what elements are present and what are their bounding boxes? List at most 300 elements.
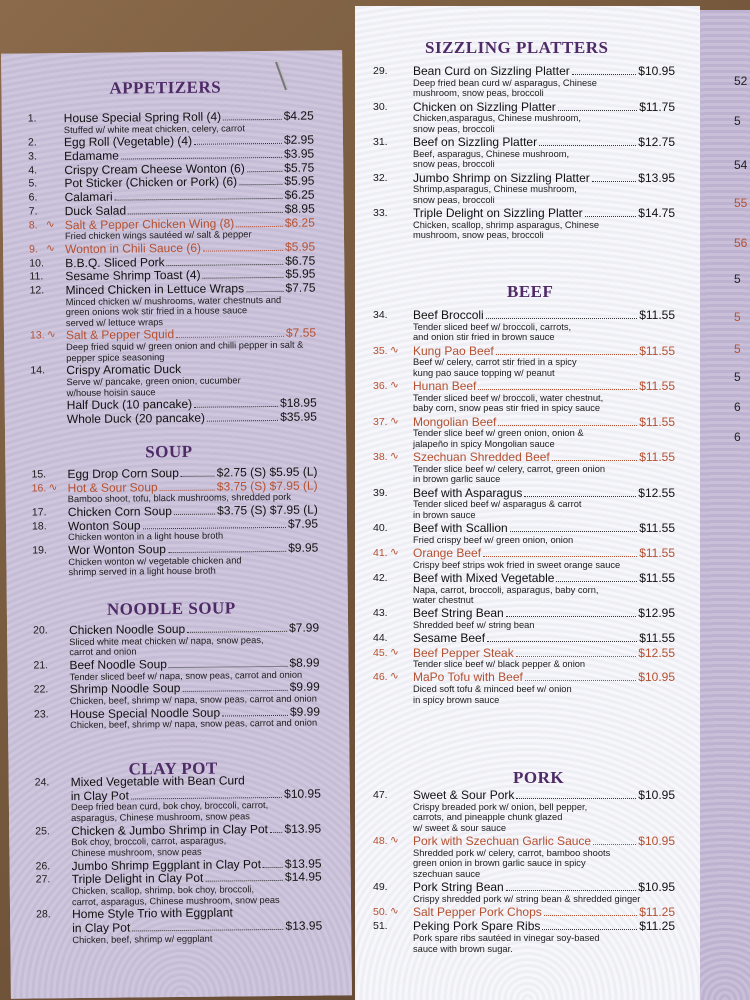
item-description: w/house hoisin sauce bbox=[66, 386, 156, 398]
item-price: $10.95 bbox=[638, 788, 675, 802]
item-number: 1. bbox=[27, 112, 37, 125]
item-number: 18. bbox=[31, 520, 47, 533]
staple-icon bbox=[272, 60, 290, 92]
item-number: 13. bbox=[29, 329, 45, 342]
menu-item bbox=[355, 788, 700, 802]
item-description: Tender sliced beef w/ asparagus & carrot bbox=[413, 499, 582, 510]
item-number: 46. bbox=[373, 671, 388, 684]
spicy-icon: ∿ bbox=[390, 545, 399, 558]
leader-dots bbox=[247, 291, 284, 292]
item-number: 7. bbox=[28, 205, 38, 218]
spicy-icon: ∿ bbox=[390, 379, 399, 391]
item-number: 38. bbox=[373, 451, 388, 463]
leader-dots bbox=[558, 110, 637, 111]
spicy-icon: ∿ bbox=[48, 480, 58, 494]
leader-dots bbox=[207, 420, 278, 422]
item-number: 20. bbox=[33, 624, 48, 637]
item-description: Minced chicken w/ mushrooms, water chestnuts and bbox=[65, 294, 282, 307]
item-description: Deep fried bean curd, bok choy, broccoli, carrot, bbox=[70, 800, 269, 813]
item-name: Shrimp Noodle Soup bbox=[69, 681, 181, 697]
menu-item bbox=[355, 379, 700, 393]
item-number: 40. bbox=[373, 522, 388, 534]
item-name: Pork with Szechuan Garlic Sauce bbox=[413, 834, 592, 849]
item-name: Egg Drop Corn Soup bbox=[67, 465, 179, 482]
menu-item bbox=[355, 521, 700, 535]
leader-dots bbox=[180, 476, 214, 477]
menu-item bbox=[355, 450, 700, 464]
item-description: Deep fried squid w/ green onion and chilli pepper in salt & bbox=[66, 339, 304, 353]
spicy-icon: ∿ bbox=[46, 328, 56, 341]
menu-item bbox=[355, 919, 700, 933]
leader-dots bbox=[556, 581, 637, 582]
item-name: Crispy Aromatic Duck bbox=[66, 362, 182, 378]
item-description: snow peas, broccoli bbox=[413, 123, 495, 134]
item-number: 37. bbox=[373, 415, 388, 428]
item-description: sauce with brown sugar. bbox=[413, 943, 513, 954]
menu-item bbox=[5, 409, 335, 426]
spicy-icon: ∿ bbox=[390, 645, 399, 658]
item-description: Chicken, scallop, shrimp, bok choy, broccoli, bbox=[71, 884, 255, 897]
item-price: $9.95 bbox=[288, 540, 319, 555]
item-price: $11.55 bbox=[639, 570, 675, 585]
leader-dots bbox=[572, 74, 636, 75]
leader-dots bbox=[487, 641, 637, 642]
spicy-icon: ∿ bbox=[46, 242, 55, 255]
menu-item bbox=[355, 100, 700, 114]
menu-item bbox=[355, 631, 700, 645]
menu-left-page bbox=[1, 50, 352, 999]
item-description: Tender slice beef w/ celery, carrot, green onion bbox=[413, 463, 606, 474]
item-name: Hunan Beef bbox=[413, 379, 477, 393]
item-price: $11.55 bbox=[639, 545, 675, 560]
leader-dots bbox=[239, 184, 282, 185]
item-number: 12. bbox=[29, 284, 45, 297]
item-price: $10.95 bbox=[638, 834, 675, 849]
item-number: 16. bbox=[31, 482, 47, 495]
item-number: 6. bbox=[28, 191, 38, 204]
item-description: shrimp served in a light house broth bbox=[68, 565, 216, 578]
item-price: $11.55 bbox=[639, 450, 675, 464]
item-description: Shredded beef w/ string bean bbox=[413, 620, 535, 630]
item-description: Pork spare ribs sautéed in vinegar soy-based bbox=[413, 933, 600, 944]
next-page-item-number: 5 bbox=[734, 370, 741, 384]
item-price: $12.55 bbox=[638, 645, 675, 660]
item-name: Sesame Beef bbox=[413, 631, 486, 646]
item-number: 39. bbox=[373, 486, 388, 499]
leader-dots bbox=[115, 198, 283, 201]
item-description: szechuan sauce bbox=[413, 869, 481, 879]
leader-dots bbox=[168, 666, 287, 668]
item-price: $10.95 bbox=[638, 880, 675, 895]
item-name: B.B.Q. Sliced Pork bbox=[65, 254, 165, 270]
item-name: Chicken Corn Soup bbox=[67, 504, 172, 520]
item-price: $12.75 bbox=[638, 135, 675, 149]
item-number: 50. bbox=[373, 906, 388, 919]
item-name: Jumbo Shrimp on Sizzling Platter bbox=[413, 170, 590, 185]
item-number: 27. bbox=[35, 873, 51, 886]
leader-dots bbox=[222, 714, 288, 716]
item-price: $5.95 bbox=[284, 239, 316, 254]
item-price: $2.75 (S) $5.95 (L) bbox=[216, 464, 318, 480]
item-description: Crispy shredded pork w/ string bean & shredded ginger bbox=[413, 893, 641, 904]
item-name: Minced Chicken in Lettuce Wraps bbox=[65, 281, 245, 298]
item-description: Beef w/ celery, carrot stir fried in a spicy bbox=[413, 357, 577, 368]
item-description: snow peas, broccoli bbox=[413, 194, 495, 205]
item-name: Peking Pork Spare Ribs bbox=[413, 919, 541, 934]
item-description: Tender sliced beef w/ napa, snow peas, carrot and onion bbox=[69, 669, 303, 682]
item-price: $8.99 bbox=[289, 655, 320, 670]
item-name: Beef Noodle Soup bbox=[69, 656, 167, 673]
item-number: 9. bbox=[29, 243, 38, 256]
item-description: Tender slice beef w/ green onion, onion & bbox=[413, 428, 584, 439]
item-price: $7.55 bbox=[285, 325, 317, 341]
item-price: $10.95 bbox=[638, 670, 675, 685]
item-name: MaPo Tofu with Beef bbox=[413, 670, 523, 685]
item-name: Bean Curd on Sizzling Platter bbox=[413, 64, 570, 78]
item-description: Shrimp,asparagus, Chinese mushroom, bbox=[413, 184, 577, 195]
item-price: $9.99 bbox=[289, 704, 321, 719]
leader-dots bbox=[516, 656, 636, 657]
item-description: Bok choy, broccoli, carrot, asparagus, bbox=[71, 835, 227, 848]
item-number: 35. bbox=[373, 344, 388, 357]
item-description: mushroom, snow peas, broccoli bbox=[413, 88, 544, 99]
item-name: Pot Sticker (Chicken or Pork) (6) bbox=[64, 174, 238, 191]
item-price: $12.95 bbox=[638, 606, 675, 621]
menu-item bbox=[355, 905, 700, 919]
item-name: Half Duck (10 pancake) bbox=[66, 397, 193, 413]
item-description: Chicken, beef, shrimp w/ napa, snow peas, carrot and onion bbox=[70, 717, 318, 731]
next-page-item-number: 55 bbox=[734, 196, 748, 210]
item-name: Salt Pepper Pork Chops bbox=[413, 905, 542, 920]
item-number: 30. bbox=[373, 100, 388, 113]
leader-dots bbox=[202, 277, 283, 279]
leader-dots bbox=[544, 915, 637, 916]
leader-dots bbox=[160, 489, 215, 491]
item-description: Tender sliced beef w/ broccoli, carrots, bbox=[413, 321, 572, 332]
item-name: in Clay Pot bbox=[70, 788, 129, 803]
item-price: $11.55 bbox=[639, 631, 675, 646]
item-price: $9.99 bbox=[289, 679, 320, 695]
leader-dots bbox=[132, 929, 283, 932]
item-price: $7.95 bbox=[287, 516, 319, 531]
item-description: Napa, carrot, broccoli, asparagus, baby corn, bbox=[413, 584, 599, 595]
item-price: $8.95 bbox=[284, 201, 315, 216]
item-name: Whole Duck (20 pancake) bbox=[66, 410, 206, 427]
item-description: and onion stir fried in brown sauce bbox=[413, 332, 555, 343]
item-name: Edamame bbox=[64, 148, 119, 164]
leader-dots bbox=[176, 336, 284, 338]
item-number: 3. bbox=[28, 150, 37, 163]
item-name: Beef Broccoli bbox=[413, 308, 484, 322]
item-price: $11.55 bbox=[639, 379, 675, 393]
item-description: jalapeño in spicy Mongolian sauce bbox=[413, 438, 555, 449]
item-number: 5. bbox=[28, 177, 38, 190]
item-number: 31. bbox=[373, 136, 388, 148]
item-description: w/ sweet & sour sauce bbox=[413, 822, 507, 833]
item-name: Beef String Bean bbox=[413, 606, 504, 621]
menu-item bbox=[355, 171, 700, 185]
item-description: in brown garlic sauce bbox=[413, 474, 501, 485]
item-description: Bamboo shoot, tofu, black mushrooms, shredded pork bbox=[67, 492, 292, 505]
item-price: $11.55 bbox=[639, 521, 675, 535]
item-description: Crispy beef strips wok fried in sweet orange sauce bbox=[413, 559, 621, 570]
item-description: served w/ lettuce wraps bbox=[65, 316, 164, 328]
item-name: Duck Salad bbox=[64, 203, 127, 218]
item-number: 33. bbox=[373, 207, 388, 219]
item-description: carrot and onion bbox=[69, 646, 137, 658]
item-name: Beef on Sizzling Platter bbox=[413, 135, 538, 149]
next-page-item-number: 5 bbox=[734, 342, 741, 356]
leader-dots bbox=[525, 680, 636, 681]
next-page-item-number: 52 bbox=[734, 74, 748, 88]
leader-dots bbox=[236, 225, 283, 226]
item-number: 42. bbox=[373, 571, 388, 584]
item-number: 49. bbox=[373, 881, 388, 894]
item-name: Szechuan Shredded Beef bbox=[413, 450, 550, 464]
item-number: 14. bbox=[30, 364, 46, 377]
next-page-item-number: 6 bbox=[734, 430, 741, 444]
item-description: asparagus, Chinese mushroom, snow peas bbox=[71, 811, 250, 824]
item-number: 32. bbox=[373, 171, 388, 184]
item-name: Jumbo Shrimp Eggplant in Clay Pot bbox=[71, 856, 262, 873]
item-description: Tender slice beef w/ black pepper & onion bbox=[413, 659, 586, 670]
item-description: Chinese mushroom, snow peas bbox=[71, 846, 202, 859]
leader-dots bbox=[143, 527, 286, 529]
item-number: 11. bbox=[29, 270, 44, 283]
item-price: $11.75 bbox=[639, 99, 675, 114]
menu-item bbox=[355, 415, 700, 429]
item-name: Home Style Trio with Eggplant bbox=[72, 905, 233, 922]
item-description: Stuffed w/ white meat chicken, celery, carrot bbox=[63, 122, 245, 135]
item-number: 41. bbox=[373, 546, 388, 559]
menu-item bbox=[355, 546, 700, 560]
item-price: $35.95 bbox=[280, 409, 317, 424]
menu-item bbox=[355, 486, 700, 500]
item-price: $14.75 bbox=[638, 206, 675, 220]
item-number: 2. bbox=[27, 136, 37, 149]
item-description: Chicken wonton w/ vegetable chicken and bbox=[68, 555, 242, 567]
next-page-item-number: 5 bbox=[734, 114, 741, 128]
item-number: 44. bbox=[373, 632, 388, 645]
item-price: $18.95 bbox=[279, 395, 317, 411]
item-price: $7.75 bbox=[285, 280, 316, 295]
spicy-icon: ∿ bbox=[45, 217, 55, 230]
item-price: $5.95 bbox=[284, 173, 315, 189]
menu-item bbox=[355, 880, 700, 894]
item-name: Triple Delight on Sizzling Platter bbox=[413, 206, 583, 220]
menu-item bbox=[355, 206, 700, 220]
item-name: Salt & Pepper Chicken Wing (8) bbox=[64, 215, 235, 232]
item-name: Chicken on Sizzling Platter bbox=[413, 99, 556, 114]
menu-item bbox=[355, 344, 700, 358]
item-price: $4.25 bbox=[283, 108, 314, 123]
item-price: $2.95 bbox=[283, 132, 315, 148]
leader-dots bbox=[166, 263, 283, 265]
item-description: Diced soft tofu & minced beef w/ onion bbox=[413, 684, 572, 695]
spicy-icon: ∿ bbox=[390, 414, 399, 427]
item-price: $3.75 (S) $7.95 (L) bbox=[217, 502, 318, 518]
item-name: Hot & Sour Soup bbox=[67, 479, 158, 495]
leader-dots bbox=[270, 832, 282, 833]
item-number: 26. bbox=[35, 859, 51, 872]
leader-dots bbox=[516, 798, 636, 799]
item-description: Chicken, beef, shrimp w/ napa, snow peas, carrot and onion bbox=[69, 693, 317, 707]
item-name: Salt & Pepper Squid bbox=[65, 327, 175, 343]
leader-dots bbox=[592, 181, 636, 182]
item-number: 4. bbox=[28, 164, 38, 177]
item-price: $13.95 bbox=[284, 821, 322, 836]
spicy-icon: ∿ bbox=[390, 670, 399, 683]
item-price: $12.55 bbox=[638, 485, 675, 500]
item-name: Chicken & Jumbo Shrimp in Clay Pot bbox=[71, 821, 269, 838]
leader-dots bbox=[187, 631, 287, 633]
item-price: $6.25 bbox=[284, 187, 315, 202]
item-description: Fried chicken wings sautéed w/ salt & pepper bbox=[64, 229, 252, 242]
leader-dots bbox=[483, 556, 637, 557]
item-number: 15. bbox=[31, 468, 47, 481]
item-price: $11.25 bbox=[639, 905, 675, 920]
item-price: $13.95 bbox=[284, 856, 322, 871]
item-price: $10.95 bbox=[638, 64, 675, 78]
leader-dots bbox=[486, 318, 637, 319]
item-description: baby corn, snow peas stir fried in spicy sauce bbox=[413, 403, 601, 414]
item-price: $11.55 bbox=[639, 343, 675, 358]
spicy-icon: ∿ bbox=[390, 343, 399, 356]
item-number: 8. bbox=[28, 218, 38, 232]
item-description: Chicken,asparagus, Chinese mushroom, bbox=[413, 113, 581, 124]
item-description: snow peas, broccoli bbox=[413, 159, 495, 170]
item-description: in brown sauce bbox=[413, 509, 476, 520]
item-description: Chicken, beef, shrimp w/ eggplant bbox=[72, 933, 213, 945]
item-number: 29. bbox=[373, 65, 388, 77]
item-description: mushroom, snow peas, broccoli bbox=[413, 230, 544, 241]
section-heading: SOUP bbox=[145, 441, 193, 462]
section-heading: PORK bbox=[513, 768, 565, 787]
item-number: 45. bbox=[373, 646, 388, 659]
item-description: Chicken, scallop, shrimp asparagus, Chinese bbox=[413, 219, 600, 230]
menu-item bbox=[355, 571, 700, 585]
item-name: Egg Roll (Vegetable) (4) bbox=[63, 134, 193, 150]
leader-dots bbox=[128, 212, 283, 215]
item-name: Beef with Scallion bbox=[413, 521, 508, 535]
item-description: water chestnut bbox=[413, 595, 474, 606]
menu-next-page-edge bbox=[700, 10, 750, 1000]
item-description: Fried crispy beef w/ green onion, onion bbox=[413, 534, 574, 545]
leader-dots bbox=[203, 250, 283, 252]
next-page-item-number: 5 bbox=[734, 310, 741, 324]
item-description: green onion in brown garlic sauce in spicy bbox=[413, 858, 586, 869]
item-description: carrots, and pineapple chunk glazed bbox=[413, 812, 563, 823]
item-description: Deep fried bean curd w/ asparagus, Chinese bbox=[413, 77, 597, 88]
item-name: Pork String Bean bbox=[413, 880, 504, 895]
item-price: $11.25 bbox=[639, 919, 675, 934]
next-page-item-number: 56 bbox=[734, 236, 748, 250]
item-description: Sliced white meat chicken w/ napa, snow peas, bbox=[69, 634, 264, 647]
item-price: $11.55 bbox=[639, 308, 675, 322]
item-number: 21. bbox=[33, 659, 49, 672]
item-price: $10.95 bbox=[284, 786, 321, 801]
section-heading: SIZZLING PLATTERS bbox=[425, 38, 609, 57]
leader-dots bbox=[542, 929, 637, 930]
item-number: 34. bbox=[373, 309, 388, 321]
item-number: 51. bbox=[373, 920, 388, 933]
menu-item bbox=[355, 64, 700, 78]
leader-dots bbox=[194, 143, 282, 145]
leader-dots bbox=[206, 880, 283, 882]
item-price: $13.95 bbox=[285, 918, 323, 933]
item-number: 22. bbox=[33, 683, 49, 696]
menu-item bbox=[355, 646, 700, 660]
item-name: Crispy Cream Cheese Wonton (6) bbox=[64, 160, 245, 177]
item-name: Sesame Shrimp Toast (4) bbox=[65, 267, 201, 284]
leader-dots bbox=[498, 425, 637, 426]
menu-item bbox=[355, 135, 700, 149]
leader-dots bbox=[539, 145, 636, 146]
item-name: Beef with Asparagus bbox=[413, 485, 523, 500]
section-heading: BEEF bbox=[507, 282, 554, 301]
item-number: 48. bbox=[373, 835, 388, 848]
leader-dots bbox=[263, 866, 283, 867]
item-description: Shredded pork w/ celery, carrot, bamboo shoots bbox=[413, 847, 611, 858]
item-price: $6.75 bbox=[285, 253, 316, 268]
leader-dots bbox=[174, 514, 215, 515]
item-name: Beef Pepper Steak bbox=[413, 645, 514, 660]
item-name: Kung Pao Beef bbox=[413, 343, 494, 358]
leader-dots bbox=[247, 171, 282, 172]
leader-dots bbox=[506, 616, 636, 617]
next-page-item-number: 6 bbox=[734, 400, 741, 414]
item-name: House Special Noodle Soup bbox=[69, 705, 221, 721]
item-name: House Special Spring Roll (4) bbox=[63, 109, 222, 126]
item-price: $6.25 bbox=[284, 215, 315, 230]
item-number: 36. bbox=[373, 380, 388, 392]
item-name: Wonton Soup bbox=[67, 518, 141, 533]
item-name: Sweet & Sour Pork bbox=[413, 788, 515, 802]
leader-dots bbox=[223, 119, 282, 121]
leader-dots bbox=[496, 354, 637, 355]
section-heading: CLAY POT bbox=[128, 758, 218, 779]
item-description: Chicken wonton in a light house broth bbox=[68, 530, 224, 543]
item-number: 24. bbox=[34, 776, 50, 789]
item-price: $3.95 bbox=[284, 146, 315, 161]
item-number: 25. bbox=[35, 824, 50, 838]
item-name: Orange Beef bbox=[413, 545, 482, 560]
leader-dots bbox=[524, 496, 636, 497]
item-price: $5.75 bbox=[284, 160, 315, 175]
item-number: 23. bbox=[33, 707, 49, 721]
item-description: kung pao sauce topping w/ peanut bbox=[413, 367, 555, 378]
leader-dots bbox=[585, 216, 636, 217]
item-description: Crispy breaded pork w/ onion, bell pepper, bbox=[413, 801, 588, 812]
item-name: Chicken Noodle Soup bbox=[69, 621, 186, 638]
item-price: $5.95 bbox=[285, 266, 316, 282]
item-description: in spicy brown sauce bbox=[413, 694, 500, 705]
leader-dots bbox=[478, 389, 637, 390]
leader-dots bbox=[131, 797, 282, 800]
menu-item bbox=[355, 834, 700, 848]
leader-dots bbox=[121, 157, 282, 160]
item-price: $14.95 bbox=[284, 869, 322, 885]
leader-dots bbox=[510, 531, 637, 532]
item-name: Mongolian Beef bbox=[413, 414, 497, 429]
menu-item bbox=[355, 606, 700, 620]
leader-dots bbox=[593, 844, 636, 845]
item-description: Beef, asparagus, Chinese mushroom, bbox=[413, 148, 570, 159]
item-name: Mixed Vegetable with Bean Curd bbox=[70, 773, 245, 790]
item-name: Triple Delight in Clay Pot bbox=[71, 870, 204, 887]
item-name: in Clay Pot bbox=[72, 920, 131, 935]
leader-dots bbox=[506, 890, 636, 891]
